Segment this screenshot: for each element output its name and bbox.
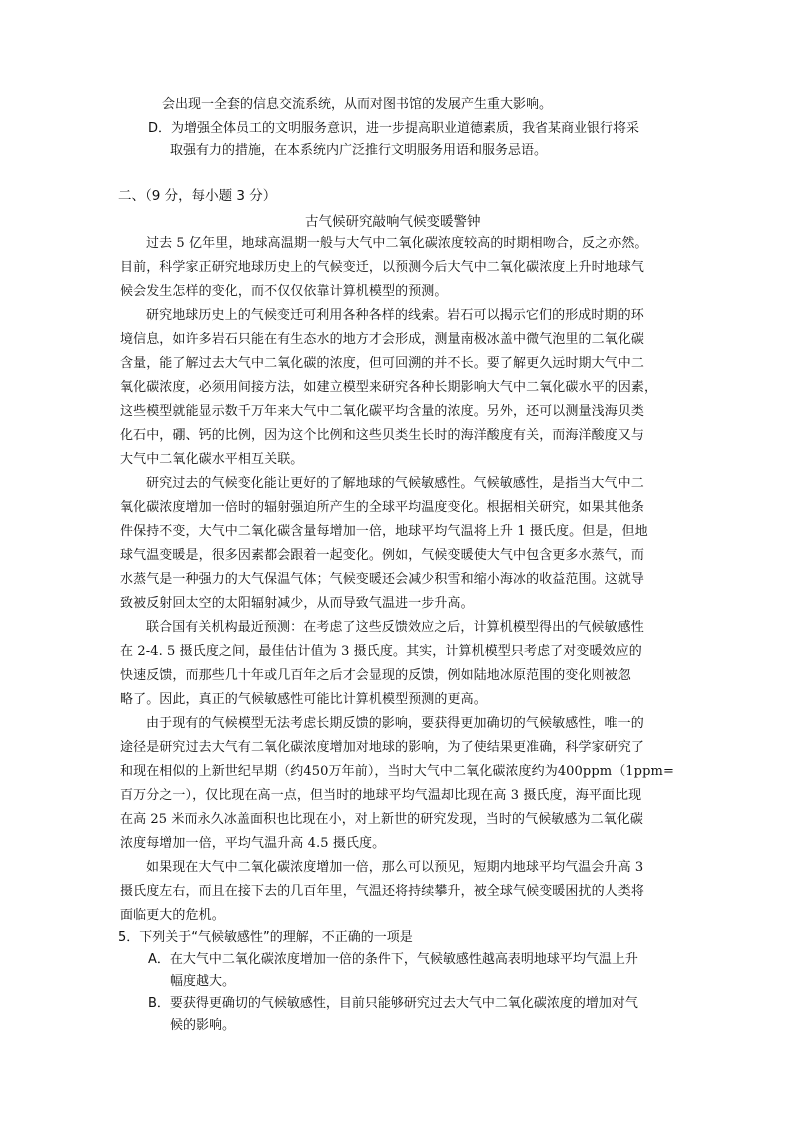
p5-line-2: 途径是研究过去大气有二氧化碳浓度增加对地球的影响，为了使结果更准确，科学家研究了 [120,740,645,755]
p6-line-2: 摄氏度左右，而且在接下去的几百年里，气温还将持续攀升，被全球气候变暖困扰的人类将 [120,884,645,899]
article-title: 古气候研究敲响气候变暖警钟 [305,214,481,230]
p2-line-1: 研究地球历史上的气候变迁可利用各种各样的线索。岩石可以揭示它们的形成时期的环 [146,308,644,323]
p5-line-1: 由于现有的气候模型无法考虑长期反馈的影响，要获得更加确切的气候敏感性，唯一的 [146,716,644,731]
p4-line-4: 略了。因此，真正的气候敏感性可能比计算机模型预测的更高。 [120,692,487,707]
p5-line-4: 百万分之一），仅比现在高一点，但当时的地球平均气温却比现在高 3 摄氏度，海平面比现 [120,788,642,803]
p6-line-3: 面临更大的危机。 [120,908,225,923]
p2-line-2: 境信息，如许多岩石只能在有生态水的地方才会形成，测量南极冰盖中微气泡里的二氧化碳 [120,332,645,347]
p4-line-1: 联合国有关机构最近预测：在考虑了这些反馈效应之后，计算机模型得出的气候敏感性 [146,620,644,635]
question-5-stem: 5．下列关于“气候敏感性”的理解，不正确的一项是 [118,930,413,945]
p1-line-2: 目前，科学家正研究地球历史上的气候变迁，以预测今后大气中二氧化碳浓度上升时地球气 [120,260,645,275]
p3-line-1: 研究过去的气候变化能让更好的了解地球的气候敏感性。气候敏感性，是指当大气中二 [146,476,644,491]
p5-line-6: 浓度每增加一倍，平均气温升高 4.5 摄氏度。 [120,836,386,851]
p1-line-3: 候会发生怎样的变化，而不仅仅依靠计算机模型的预测。 [120,284,448,299]
p2-line-7: 大气中二氧化碳水平相互关联。 [120,452,304,467]
p4-line-2: 在 2-4. 5 摄氏度之间，最佳估计值为 3 摄氏度。其实，计算机模型只考虑了对变暖效应的 [120,644,642,659]
p2-line-5: 这些模型就能显示数千万年来大气中二氧化碳平均含量的浓度。另外，还可以测量浅海贝类 [120,404,645,419]
p4-line-3: 快速反馈，而那些几十年或几百年之后才会显现的反馈，例如陆地冰原范围的变化则被忽 [120,668,631,683]
p3-line-2: 氧化碳浓度增加一倍时的辐射强迫所产生的全球平均温度变化。根据相关研究，如果其他条 [120,500,645,515]
option-a-line-1: A．在大气中二氧化碳浓度增加一倍的条件下，气候敏感性越高表明地球平均气温上升 [148,952,638,967]
section-heading: 二、（9 分，每小题 3 分） [118,188,277,204]
option-d-line-1: D．为增强全体员工的文明服务意识，进一步提高职业道德素质，我省某商业银行将采 [148,121,640,136]
p3-line-5: 水蒸气是一种强力的大气保温气体；气候变暖还会减少积雪和缩小海冰的收益范围。这就导 [120,572,645,587]
p1-line-1: 过去 5 亿年里，地球高温期一般与大气中二氧化碳浓度较高的时期相吻合，反之亦然。 [146,236,648,251]
option-d-line-2: 取强有力的措施，在本系统内广泛推行文明服务用语和服务忌语。 [170,143,548,158]
p2-line-4: 氧化碳浓度，必须用间接方法，如建立模型来研究各种长期影响大气中二氧化碳水平的因素， [120,380,658,395]
p2-line-6: 化石中，硼、钙的比例，因为这个比例和这些贝类生长时的海洋酸度有关，而海洋酸度又与 [120,428,645,443]
option-b-line-1: B．要获得更确切的气候敏感性，目前只能够研究过去大气中二氧化碳浓度的增加对气 [148,996,638,1011]
option-a-line-2: 幅度越大。 [170,974,236,989]
option-c-tail: 会出现一全套的信息交流系统，从而对图书馆的发展产生重大影响。 [162,97,553,112]
option-b-line-2: 候的影响。 [170,1018,236,1033]
p2-line-3: 含量，能了解过去大气中二氧化碳的浓度，但可回溯的并不长。要了解更久远时期大气中二 [120,356,645,371]
p3-line-3: 件保持不变，大气中二氧化碳含量每增加一倍，地球平均气温将上升 1 摄氏度。但是，但地 [120,524,648,539]
p3-line-6: 致被反射回太空的太阳辐射减少，从而导致气温进一步升高。 [120,596,474,611]
p5-line-3: 和现在相似的上新世纪早期（约450万年前），当时大气中二氧化碳浓度约为400ppm（1ppm= [120,764,674,779]
p6-line-1: 如果现在大气中二氧化碳浓度增加一倍，那么可以预见，短期内地球平均气温会升高 3 [146,860,644,875]
p5-line-5: 在高 25 米而永久冰盖面积也比现在小，对上新世的研究发现，当时的气候敏感为二氧化碳 [120,812,644,827]
p3-line-4: 球气温变暖是，很多因素都会跟着一起变化。例如，气候变暖使大气中包含更多水蒸气，而 [120,548,645,563]
